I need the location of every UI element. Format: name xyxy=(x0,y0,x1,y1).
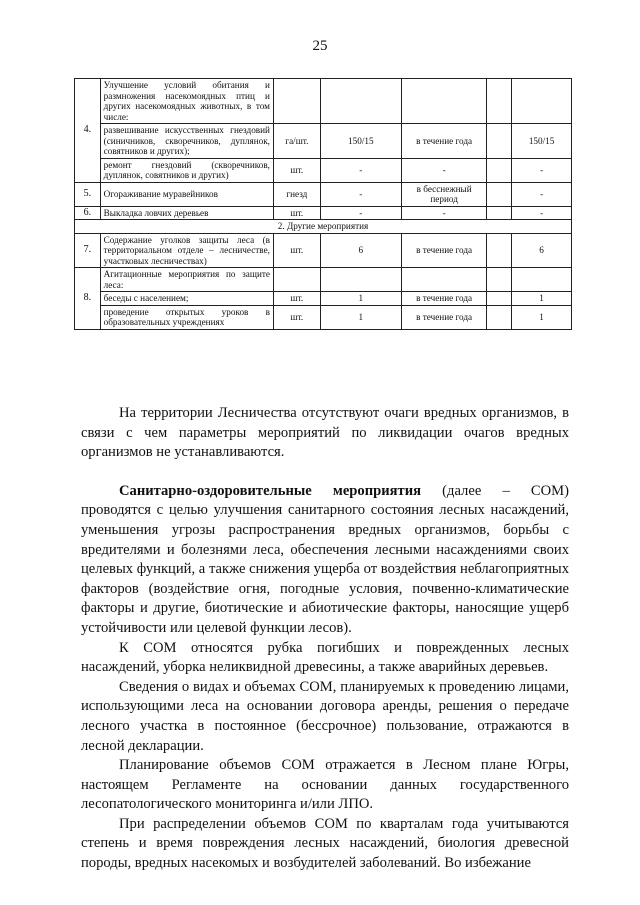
paragraph-som-planning: Планирование объемов СОМ отражается в Лесном плане Югры, настоящем Регламенте на основании данных государственного лесопатологического мониторинга и/или ЛПО. xyxy=(81,757,569,813)
measure-name: проведение открытых уроков в образовательных учреждениях xyxy=(100,305,273,329)
measure-unit: шт. xyxy=(273,206,320,220)
row-number: 4. xyxy=(75,79,101,183)
measure-name: Содержание уголков защиты леса (в территориальном отделе – лесничестве, участковых лесничествах) xyxy=(100,233,273,268)
measure-unit xyxy=(273,268,320,292)
measure-volume: 6 xyxy=(320,233,401,268)
page-number: 25 xyxy=(312,38,328,54)
measure-name: развешивание искусственных гнездовий (синичников, скворечников, дуплянок, совятников и других); xyxy=(100,124,273,159)
measure-volume-annual: 1 xyxy=(512,292,572,306)
measure-unit xyxy=(273,79,320,124)
empty-cell xyxy=(487,268,512,292)
measure-unit: шт. xyxy=(273,233,320,268)
table-row xyxy=(75,268,572,292)
section-row xyxy=(75,220,572,234)
row-number: 6. xyxy=(75,206,101,220)
measure-unit: шт. xyxy=(273,158,320,182)
row-number: 5. xyxy=(75,182,101,206)
table-row xyxy=(75,206,572,220)
measure-unit: га/шт. xyxy=(273,124,320,159)
measure-volume xyxy=(320,79,401,124)
table-row xyxy=(75,124,572,159)
measure-term: в течение года xyxy=(401,292,486,306)
empty-cell xyxy=(487,305,512,329)
table-row xyxy=(75,305,572,329)
body-text xyxy=(81,404,569,874)
measure-term: - xyxy=(401,158,486,182)
measure-volume-annual: 6 xyxy=(512,233,572,268)
measure-name: ремонт гнездовий (скворечников, дуплянок, совятников и других) xyxy=(100,158,273,182)
measure-name: Агитационные мероприятия по защите леса: xyxy=(100,268,273,292)
measure-term: - xyxy=(401,206,486,220)
paragraph-som-definition xyxy=(81,482,569,639)
empty-cell xyxy=(487,79,512,124)
paragraph-som-includes: К СОМ относятся рубка погибших и поврежденных лесных насаждений, уборка неликвидной древесины, а также аварийных деревьев. xyxy=(81,639,569,676)
measure-unit: шт. xyxy=(273,292,320,306)
som-definition: (далее – СОМ) проводятся с целью улучшения санитарного состояния лесных насаждений, уменьшения угрозы распространения вредных организмов, борьбы с вредителями и болезнями леса, обеспечения лесными насаждениями своих целевых функций, а также снижения ущерба от воздействия неблагоприятных факторов (воздействие огня, погодные условия, почвенно-климатические факторы и другие, биотические и абиотические факторы, наносящие ущерб устойчивости или целевой функции лесов). xyxy=(81,482,569,636)
measure-name: беседы с населением; xyxy=(100,292,273,306)
empty-cell xyxy=(487,182,512,206)
measure-volume: 1 xyxy=(320,292,401,306)
paragraph-no-pest-foci: На территории Лесничества отсутствуют очаги вредных организмов, в связи с чем параметры мероприятий по ликвидации очагов вредных организмов не устанавливаются. xyxy=(81,405,569,461)
empty-cell xyxy=(487,206,512,220)
measure-volume-annual: - xyxy=(512,158,572,182)
measure-volume: - xyxy=(320,158,401,182)
table-row xyxy=(75,158,572,182)
measure-volume-annual: 150/15 xyxy=(512,124,572,159)
measure-term: в течение года xyxy=(401,233,486,268)
measure-name: Улучшение условий обитания и размножения насекомоядных птиц и других насекомоядных животных, в том числе: xyxy=(100,79,273,124)
measure-term xyxy=(401,268,486,292)
measure-volume-annual: 1 xyxy=(512,305,572,329)
empty-cell xyxy=(487,124,512,159)
section-header-other-measures: 2. Другие мероприятия xyxy=(75,220,572,234)
measure-term: в бесснежный период xyxy=(401,182,486,206)
table-row xyxy=(75,182,572,206)
measure-volume: 1 xyxy=(320,305,401,329)
measure-volume-annual xyxy=(512,268,572,292)
measure-volume: 150/15 xyxy=(320,124,401,159)
paragraph-som-distribution: При распределении объемов СОМ по кварталам года учитываются степень и время повреждения лесных насаждений, биология древесной породы, вредных насекомых и возбудителей заболеваний. Во избежание xyxy=(81,815,569,872)
measures-table xyxy=(74,78,572,330)
table-row xyxy=(75,292,572,306)
measure-term: в течение года xyxy=(401,305,486,329)
som-term: Санитарно-оздоровительные мероприятия xyxy=(119,482,422,499)
row-number: 8. xyxy=(75,268,101,330)
measure-term: в течение года xyxy=(401,124,486,159)
measure-volume-annual xyxy=(512,79,572,124)
measure-term xyxy=(401,79,486,124)
empty-cell xyxy=(487,292,512,306)
table-row xyxy=(75,233,572,268)
measure-volume-annual: - xyxy=(512,182,572,206)
measure-volume-annual: - xyxy=(512,206,572,220)
row-number: 7. xyxy=(75,233,101,268)
measure-unit: шт. xyxy=(273,305,320,329)
measure-volume: - xyxy=(320,182,401,206)
table-row xyxy=(75,79,572,124)
measure-unit: гнезд xyxy=(273,182,320,206)
empty-cell xyxy=(487,233,512,268)
measure-volume xyxy=(320,268,401,292)
paragraph-som-declaration: Сведения о видах и объемах СОМ, планируемых к проведению лицами, использующими леса на основании договора аренды, решения о передаче лесного участка в постоянное (бессрочное) пользование, отражаются в лесной декларации. xyxy=(81,678,569,754)
empty-cell xyxy=(487,158,512,182)
measure-volume: - xyxy=(320,206,401,220)
measure-name: Выкладка ловчих деревьев xyxy=(100,206,273,220)
measure-name: Огораживание муравейников xyxy=(100,182,273,206)
